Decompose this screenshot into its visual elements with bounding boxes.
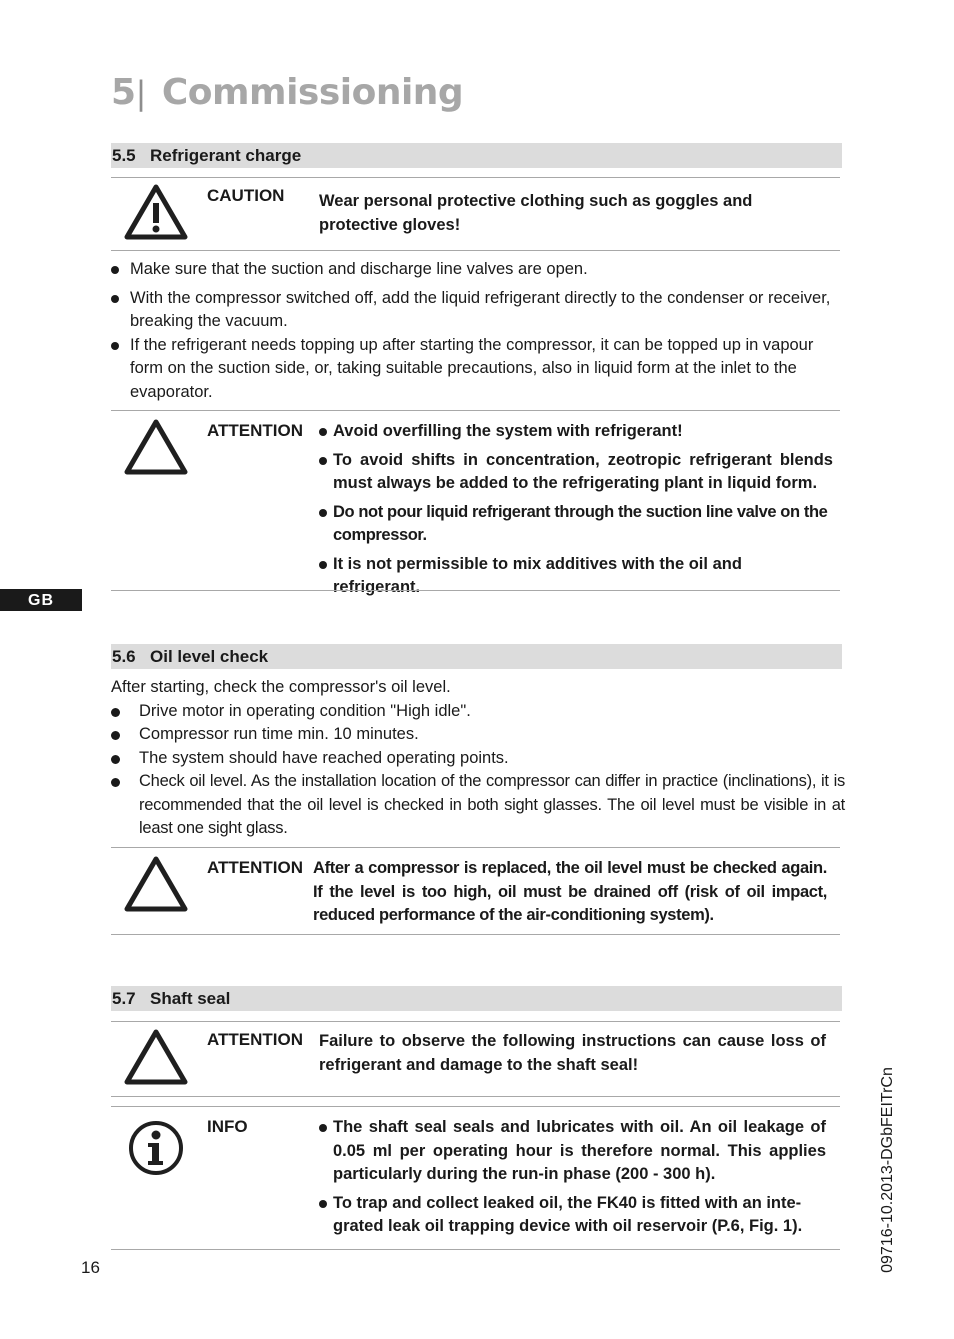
bullet-dot [111,266,119,274]
attention-warning-icon [124,856,188,912]
caution-warning-icon [124,184,188,240]
section-heading-5-5 [111,143,842,168]
bullet-dot [319,509,327,517]
info-label: INFO [207,1117,248,1136]
section-title: Refrigerant charge [150,146,302,165]
divider [111,590,840,591]
divider [111,934,840,935]
bullet-dot [319,1124,327,1132]
language-tab: GB [0,589,82,611]
attention-list [319,420,833,600]
list-item: To avoid shifts in concentration, zeotropic refrigerant blends must always be added to the refrigerating plant in liquid form. [319,449,833,496]
list-item: Do not pour liquid refrigerant through the suction line valve on the compressor. [319,501,833,548]
divider [111,1021,840,1022]
caution-label: CAUTION [207,186,285,205]
bullet-dot [319,428,327,436]
info-list [319,1116,826,1239]
section-heading-5-6 [111,644,842,669]
list-item: Compressor run time min. 10 minutes. [111,723,845,747]
divider [111,250,840,251]
bullet-dot [319,561,327,569]
list-item: The shaft seal seals and lubricates with oil. An oil leakage of 0.05 ml per operating hour is therefore normal. This applies particularly during the run-in phase (200 - 300 h). [319,1116,826,1187]
section-title: Oil level check [150,647,269,666]
list-item: Check oil level. As the installation location of the compressor can differ in practice (inclinations), it is recommended that the oil level is checked in both sight glasses. The oil level must be visible in at least one sight glass. [111,770,845,841]
section-number: 5.6 [112,647,136,666]
divider [111,847,840,848]
document-id: 09716-10.2013-DGbFEITrCn [879,1067,896,1273]
list-item: Make sure that the suction and discharge line valves are open. [111,258,837,282]
chapter-title: Commissioning [161,72,464,113]
list-item: Drive motor in operating condition "High idle". [111,700,845,724]
attention-text: Failure to observe the following instructions can cause loss of refrigerant and damage to the shaft seal! [319,1032,826,1074]
attention-label: ATTENTION [207,1030,304,1049]
bullet-list [111,258,837,404]
list-item: The system should have reached operating points. [111,747,845,771]
intro-text: After starting, check the compressor's oil level. [111,678,451,696]
attention-label: ATTENTION [207,421,304,440]
attention-label: ATTENTION [207,858,304,877]
info-icon [127,1119,185,1177]
list-item: With the compressor switched off, add the liquid refrigerant directly to the condenser or receiver, breaking the vacuum. [111,287,837,334]
bullet-dot [319,457,327,465]
divider [111,410,840,411]
bullet-dot [111,708,120,717]
attention-warning-icon [124,419,188,475]
bullet-dot [111,731,120,740]
attention-warning-icon [124,1029,188,1085]
section-number: 5.7 [112,989,136,1008]
divider [111,1096,840,1097]
chapter-number: 5 [111,72,136,113]
divider [111,1106,840,1107]
chapter-heading [111,72,463,113]
bullet-dot [111,342,119,350]
section-number: 5.5 [112,146,136,165]
divider [111,1249,840,1250]
list-item: If the refrigerant needs topping up after starting the compressor, it can be topped up in vapour form on the suction side, or, taking suitable precautions, also in liquid form at the inlet to the evaporator. [111,334,837,405]
list-item: It is not permissible to mix additives with the oil and refrigerant. [319,553,833,600]
oil-check-content [111,676,845,841]
caution-text: Wear personal protective clothing such as goggles and protective gloves! [319,192,753,234]
divider [111,177,840,178]
page-number: 16 [81,1258,100,1277]
attention-text: After a compressor is replaced, the oil level must be checked again. If the level is too high, oil must be drained off (risk of oil impact, reduced performance of the air-conditioning system). [313,859,827,924]
list-item: Avoid overfilling the system with refrigerant! [319,420,833,444]
bullet-dot [111,755,120,764]
section-title: Shaft seal [150,989,231,1008]
bullet-dot [111,778,120,787]
chapter-separator: | [135,74,146,112]
bullet-dot [111,295,119,303]
bullet-dot [319,1200,327,1208]
list-item: To trap and collect leaked oil, the FK40 is fitted with an inte- grated leak oil trapping device with oil reservoir (P.6, Fig. 1). [319,1192,826,1239]
section-heading-5-7 [111,986,842,1011]
